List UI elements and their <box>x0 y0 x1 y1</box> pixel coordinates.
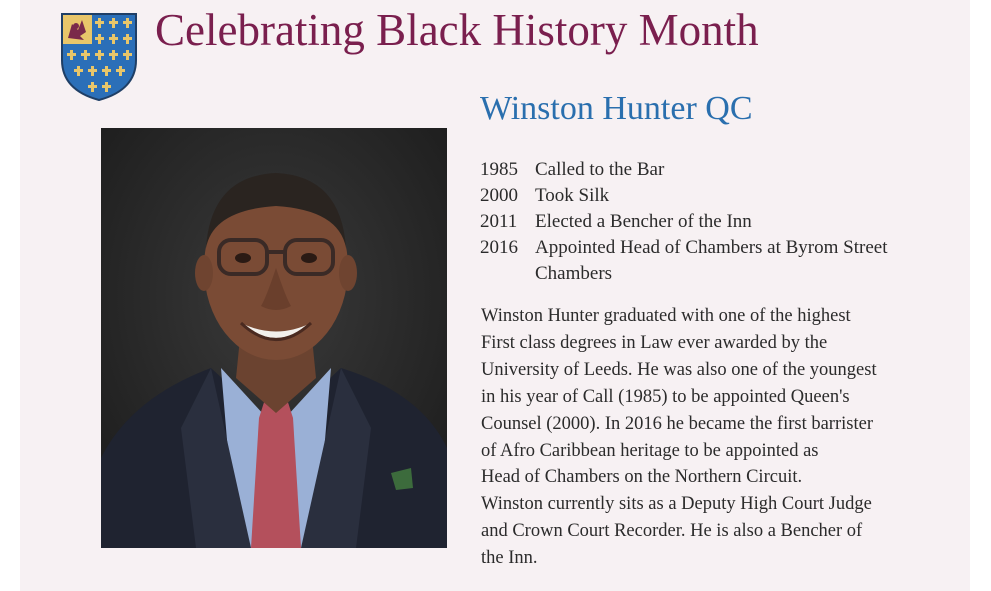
bio-line: the Inn. <box>481 548 538 569</box>
timeline-year: 2011 <box>480 211 518 232</box>
bio-line: Winston Hunter graduated with one of the highest <box>481 306 851 326</box>
bio-line: First class degrees in Law ever awarded by the <box>481 332 828 353</box>
bio-line: and Crown Court Recorder. He is also a Bencher of <box>481 521 863 542</box>
person-name: Winston Hunter QC <box>480 90 753 127</box>
timeline-year: 2000 <box>480 185 518 206</box>
timeline-entry <box>480 183 960 209</box>
timeline-entry <box>480 157 960 183</box>
timeline-event: Took Silk <box>535 185 610 206</box>
bio-line: University of Leeds. He was also one of the youngest <box>481 359 877 380</box>
timeline-year: 1985 <box>480 159 518 180</box>
portrait-photo <box>101 128 447 548</box>
timeline-event: Elected a Bencher of the Inn <box>535 211 752 232</box>
bio-line: of Afro Caribbean heritage to be appointed as <box>481 440 819 461</box>
timeline-entry <box>480 209 960 235</box>
bio-line: Winston currently sits as a Deputy High Court Judge <box>481 494 872 515</box>
career-timeline <box>480 157 960 287</box>
coat-of-arms-logo <box>60 12 138 102</box>
bio-line: Head of Chambers on the Northern Circuit. <box>481 467 803 488</box>
page-title: Celebrating Black History Month <box>155 5 759 55</box>
bio-line: in his year of Call (1985) to be appointed Queen's <box>481 386 850 407</box>
bio-line: Counsel (2000). In 2016 he became the first barrister <box>481 413 873 434</box>
timeline-event: Called to the Bar <box>535 159 665 180</box>
timeline-year: 2016 <box>480 237 518 258</box>
timeline-entry <box>480 235 960 287</box>
timeline-event: Appointed Head of Chambers at Byrom Street Chambers <box>535 237 888 284</box>
biography-paragraph <box>481 303 956 572</box>
